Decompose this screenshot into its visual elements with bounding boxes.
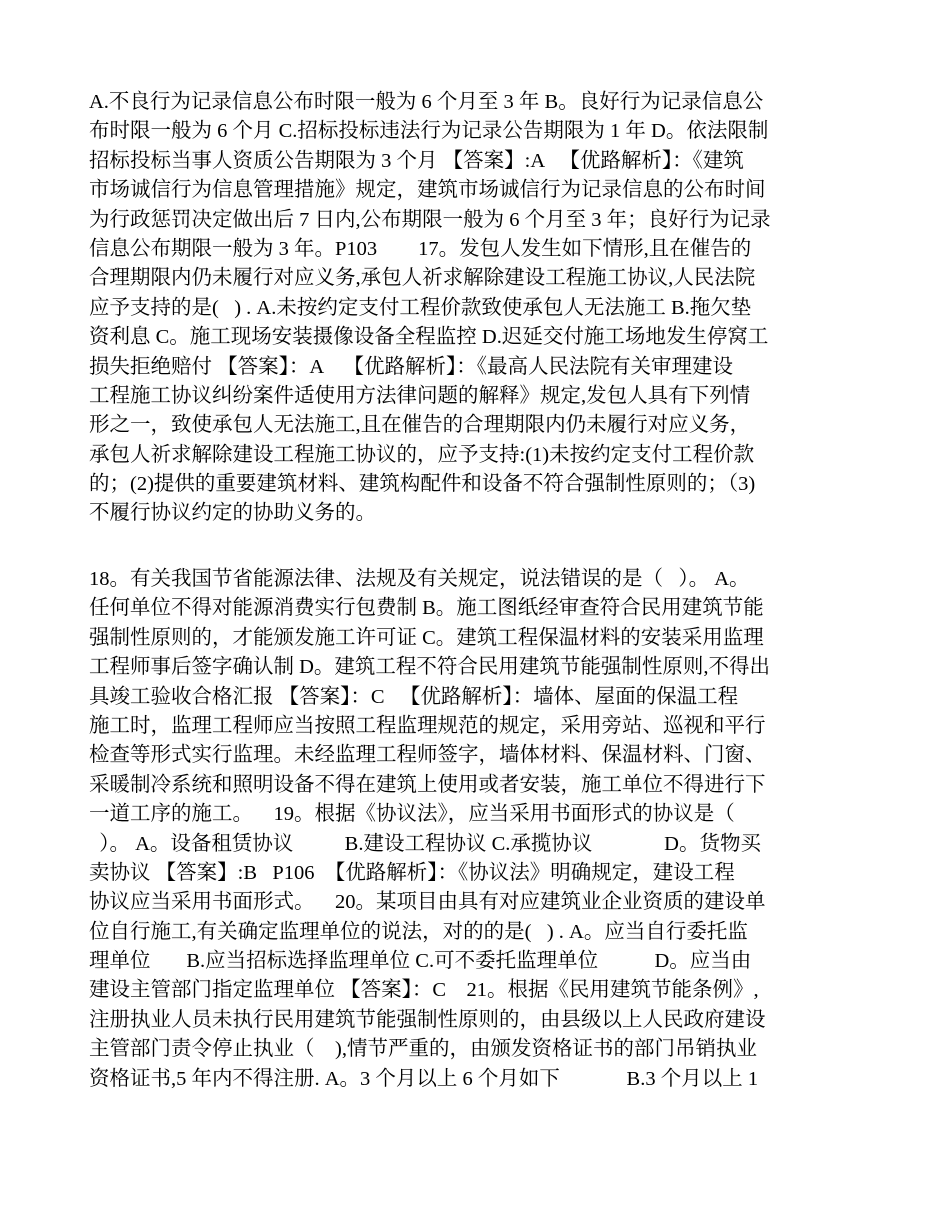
text-line: 形之一，致使承包人无法施工,且在催告的合理期限内仍未履行对应义务， — [89, 414, 751, 437]
paragraph-2 — [89, 565, 859, 1094]
text-line: 位自行施工,有关确定监理单位的说法，对的的是( ) . A。应当自行委托监 — [89, 920, 748, 943]
text-line: 招标投标当事人资质公告期限为 3 个月 【答案】:A 【优路解析】：《建筑 — [89, 149, 744, 172]
text-line: 强制性原则的，才能颁发施工许可证 C。建筑工程保温材料的安装采用监理 — [89, 626, 764, 649]
text-line: ）。 A。设备租赁协议 B.建设工程协议 C.承揽协议 D。货物买 — [89, 832, 761, 855]
text-line: 任何单位不得对能源消费实行包费制 B。施工图纸经审查符合民用建筑节能 — [89, 597, 764, 620]
text-line: 损失拒绝赔付 【答案】：A 【优路解析】：《最高人民法院有关审理建设 — [89, 355, 734, 378]
text-line: 采暖制冷系统和照明设备不得在建筑上使用或者安装，施工单位不得进行下 — [89, 773, 766, 796]
text-line: 卖协议 【答案】:B P106 【优路解析】：《协议法》明确规定，建设工程 — [89, 861, 735, 884]
text-line: 工程师事后签字确认制 D。建筑工程不符合民用建筑节能强制性原则,不得出 — [89, 656, 771, 679]
text-line: 检查等形式实行监理。未经监理工程师签字，墙体材料、保温材料、门窗、 — [89, 744, 766, 767]
text-line: 工程施工协议纠纷案件适使用方法律问题的解释》规定,发包人具有下列情 — [89, 384, 751, 407]
text-line: 不履行协议约定的协助义务的。 — [89, 502, 376, 525]
text-line: 信息公布期限一般为 3 年。P103 17。发包人发生如下情形,且在催告的 — [89, 237, 752, 260]
paragraph-1 — [89, 88, 859, 529]
text-line: 市场诚信行为信息管理措施》规定，建筑市场诚信行为记录信息的公布时间 — [89, 179, 766, 202]
text-line: 具竣工验收合格汇报 【答案】：C 【优路解析】：墙体、屋面的保温工程 — [89, 685, 739, 708]
text-line: A.不良行为记录信息公布时限一般为 6 个月至 3 年 B。良好行为记录信息公 — [89, 91, 764, 113]
text-line: 的；(2)提供的重要建筑材料、建筑构配件和设备不符合强制性原则的；（3) — [89, 473, 756, 496]
text-line: 建设主管部门指定监理单位 【答案】：C 21。根据《民用建筑节能条例》, — [89, 979, 759, 1002]
text-line: 合理期限内仍未履行对应义务,承包人祈求解除建设工程施工协议,人民法院 — [89, 267, 756, 290]
text-line: 18。有关我国节省能源法律、法规及有关规定，说法错误的是（ ）。 A。 — [89, 568, 750, 590]
text-line: 布时限一般为 6 个月 C.招标投标违法行为记录公告期限为 1 年 D。依法限制 — [89, 120, 769, 143]
text-line: 为行政惩罚决定做出后 7 日内,公布期限一般为 6 个月至 3 年；良好行为记录 — [89, 208, 771, 231]
text-line: 应予支持的是( ) . A.未按约定支付工程价款致使承包人无法施工 B.拖欠垫 — [89, 296, 752, 319]
text-line: 一道工序的施工。 19。根据《协议法》，应当采用书面形式的协议是（ — [89, 803, 735, 826]
text-line: 协议应当采用书面形式。 20。某项目由具有对应建筑业企业资质的建设单 — [89, 891, 766, 914]
text-line: 主管部门责令停止执业（ ),情节严重的，由颁发资格证书的部门吊销执业 — [89, 1038, 757, 1061]
text-line: 理单位 B.应当招标选择监理单位 C.可不委托监理单位 D。应当由 — [89, 950, 752, 973]
text-line: 资格证书,5 年内不得注册. A。3 个月以上 6 个月如下 B.3 个月以上 1 — [89, 1067, 759, 1090]
text-line: 施工时，监理工程师应当按照工程监理规范的规定，采用旁站、巡视和平行 — [89, 714, 766, 737]
text-line: 承包人祈求解除建设工程施工协议的，应予支持:(1)未按约定支付工程价款 — [89, 443, 755, 466]
text-line: 注册执业人员未执行民用建筑节能强制性原则的，由县级以上人民政府建设 — [89, 1008, 766, 1031]
text-line: 资利息 C。施工现场安装摄像设备全程监控 D.迟延交付施工场地发生停窝工 — [89, 326, 769, 349]
